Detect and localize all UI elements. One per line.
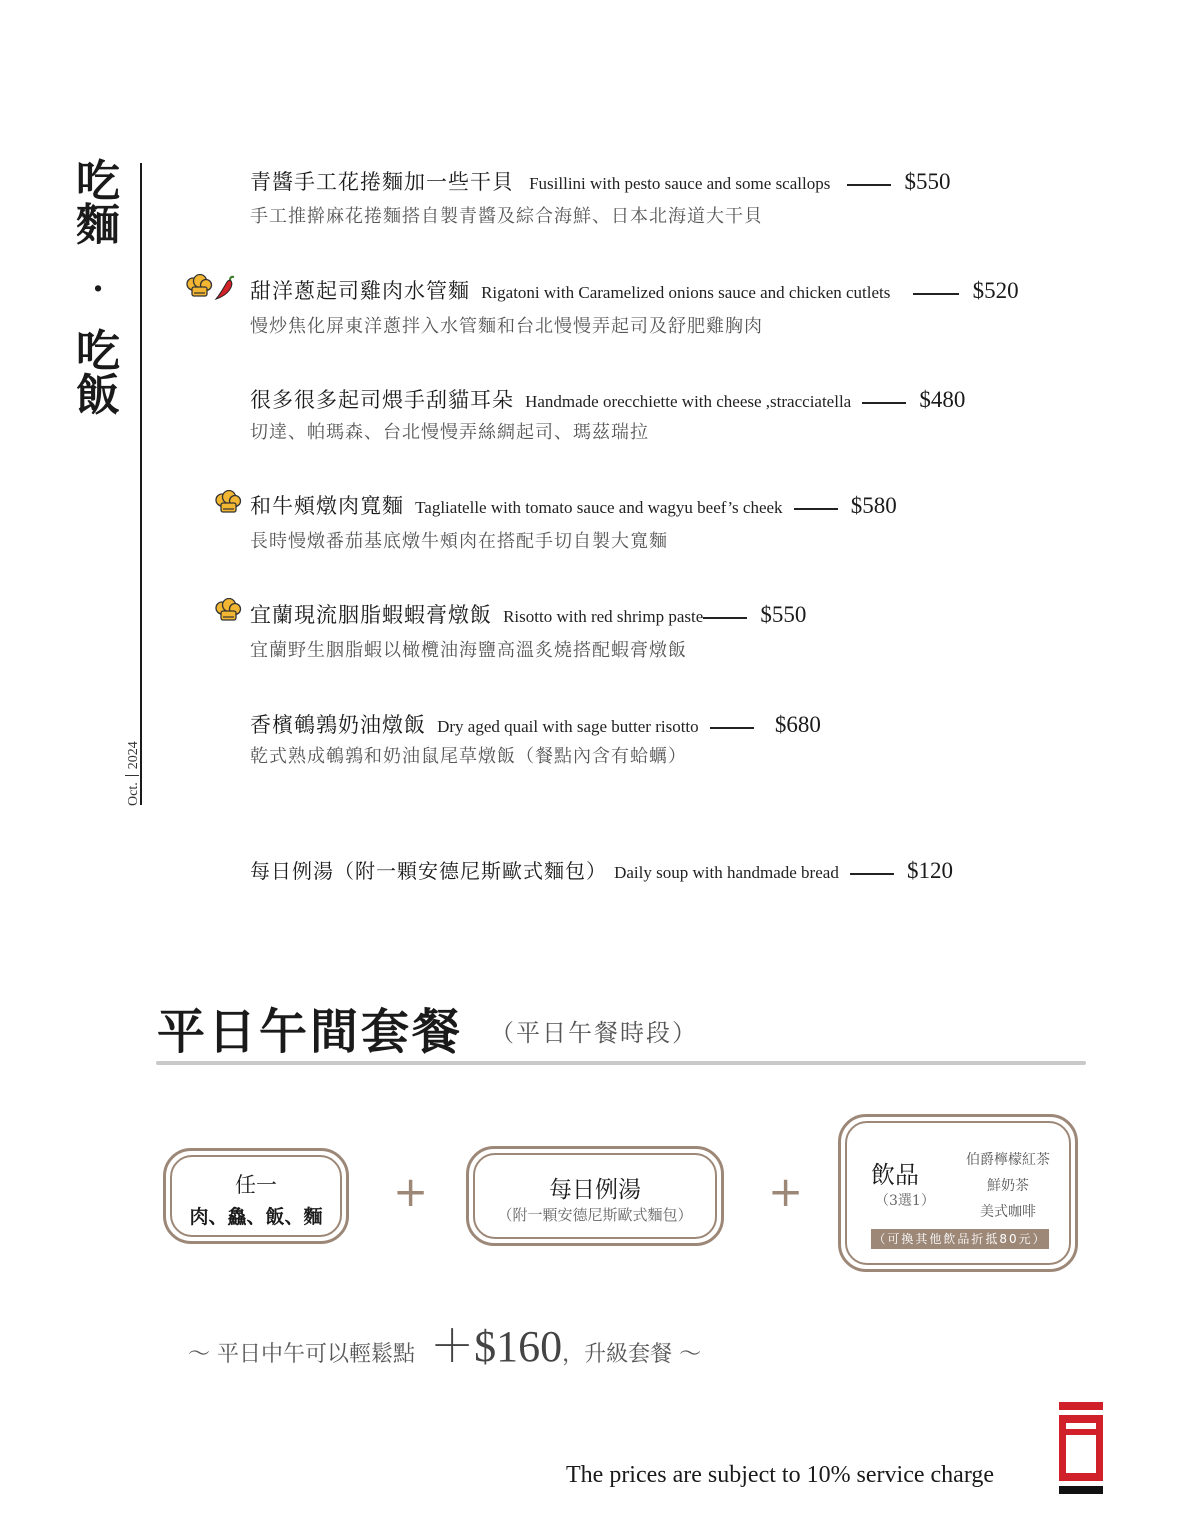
set-meal-title: 平日午間套餐 [157, 1004, 464, 1060]
menu-item [250, 166, 951, 196]
item-name-en: Rigatoni with Caramelized onions sauce and chicken cutlets [481, 283, 891, 302]
item-description: 乾式熟成鵪鶉和奶油鼠尾草燉飯（餐點內含有蛤蠣） [250, 746, 687, 767]
service-charge-note: The prices are subject to 10% service charge [566, 1462, 995, 1488]
upgrade-suffix: ，升級套餐 ～ [562, 1342, 702, 1367]
soup-line2: （附一顆安德尼斯歐式麵包） [497, 1206, 693, 1224]
item-price: $580 [850, 493, 897, 518]
menu-item [250, 384, 965, 414]
upgrade-amount: ＋$160 [430, 1322, 563, 1371]
item-name-en: Risotto with red shrimp paste [503, 607, 704, 626]
price-dash [862, 402, 906, 404]
item-name-en: Handmade orecchiette with cheese ,stracciatella [525, 392, 852, 411]
side-title [74, 156, 122, 421]
chef-recommend-icon [214, 490, 242, 516]
menu-item [250, 599, 806, 629]
main-course-line1: 任一 [235, 1173, 277, 1197]
item-price: $120 [907, 858, 953, 883]
drink-option: 鮮奶茶 [987, 1178, 1029, 1194]
price-dash [794, 508, 838, 510]
plus-sign: + [768, 1167, 804, 1216]
item-price: $480 [919, 387, 966, 412]
drink-option: 美式咖啡 [980, 1204, 1036, 1220]
item-name-en: Dry aged quail with sage butter risotto [437, 717, 699, 736]
date-year: 2024 [126, 741, 141, 770]
item-name-zh: 很多很多起司煨手刮貓耳朵 [250, 388, 514, 412]
item-name-en: Tagliatelle with tomato sauce and wagyu beef’s cheek [415, 498, 783, 517]
upgrade-note [188, 1310, 701, 1374]
chili-pepper-icon [212, 273, 238, 301]
item-description: 宜蘭野生胭脂蝦以橄欖油海鹽高溫炙燒搭配蝦膏燉飯 [250, 640, 687, 661]
chef-recommend-icon [185, 274, 213, 300]
side-divider [140, 163, 142, 805]
date-month: Oct. [126, 782, 141, 806]
item-price: $550 [760, 602, 807, 627]
drink-option: 伯爵檸檬紅茶 [966, 1152, 1050, 1168]
set-meal-subtitle: （平日午餐時段） [490, 1019, 698, 1047]
item-name-en: Fusillini with pesto sauce and some scallops [529, 174, 831, 193]
item-description: 慢炒焦化屏東洋蔥拌入水管麵和台北慢慢弄起司及舒肥雞胸肉 [250, 316, 763, 337]
menu-item [250, 855, 953, 884]
item-price: $680 [774, 712, 821, 737]
menu-item [250, 709, 821, 739]
item-name-en: Daily soup with handmade bread [614, 863, 839, 882]
chef-recommend-icon [214, 598, 242, 624]
brand-logo [1059, 1402, 1103, 1494]
item-name-zh: 和牛頰燉肉寬麵 [250, 494, 404, 518]
upgrade-prefix: ～ 平日中午可以輕鬆點 [188, 1342, 415, 1367]
side-title-char: 飯 [76, 370, 120, 421]
menu-date [125, 741, 142, 806]
price-dash [850, 873, 894, 875]
side-title-char: 吃 [76, 156, 120, 207]
item-description: 長時慢燉番茄基底燉牛頰肉在搭配手切自製大寬麵 [250, 531, 668, 552]
item-name-zh: 宜蘭現流胭脂蝦蝦膏燉飯 [250, 603, 492, 627]
price-dash [710, 727, 754, 729]
item-name-zh: 香檳鵪鶉奶油燉飯 [250, 713, 426, 737]
side-title-char: 麵 [76, 200, 120, 251]
price-dash [703, 617, 747, 619]
main-course-box [163, 1148, 349, 1244]
item-name-zh: 每日例湯（附一顆安德尼斯歐式麵包） [250, 859, 607, 883]
main-course-line2: 肉、鱻、飯、麵 [189, 1206, 323, 1228]
soup-line1: 每日例湯 [549, 1177, 641, 1203]
menu-item [250, 275, 1019, 305]
section-rule [156, 1061, 1086, 1065]
soup-box [466, 1146, 724, 1246]
side-title-dot: · [92, 269, 104, 309]
item-name-zh: 甜洋蔥起司雞肉水管麵 [250, 279, 470, 303]
menu-item [250, 490, 897, 520]
drink-exchange-note: （可換其他飲品折抵80元） [871, 1229, 1049, 1249]
drink-box [838, 1114, 1078, 1272]
item-price: $550 [904, 169, 951, 194]
item-price: $520 [972, 278, 1019, 303]
side-title-char: 吃 [76, 326, 120, 377]
drink-choice: （3選1） [875, 1193, 935, 1209]
drink-title: 飲品 [871, 1161, 919, 1189]
item-description: 手工推擀麻花捲麵搭自製青醬及綜合海鮮、日本北海道大干貝 [250, 206, 763, 227]
price-dash [913, 293, 959, 295]
price-dash [847, 184, 891, 186]
plus-sign: + [393, 1167, 429, 1216]
item-name-zh: 青醬手工花捲麵加一些干貝 [250, 170, 514, 194]
item-description: 切達、帕瑪森、台北慢慢弄絲綢起司、瑪茲瑞拉 [250, 422, 649, 443]
